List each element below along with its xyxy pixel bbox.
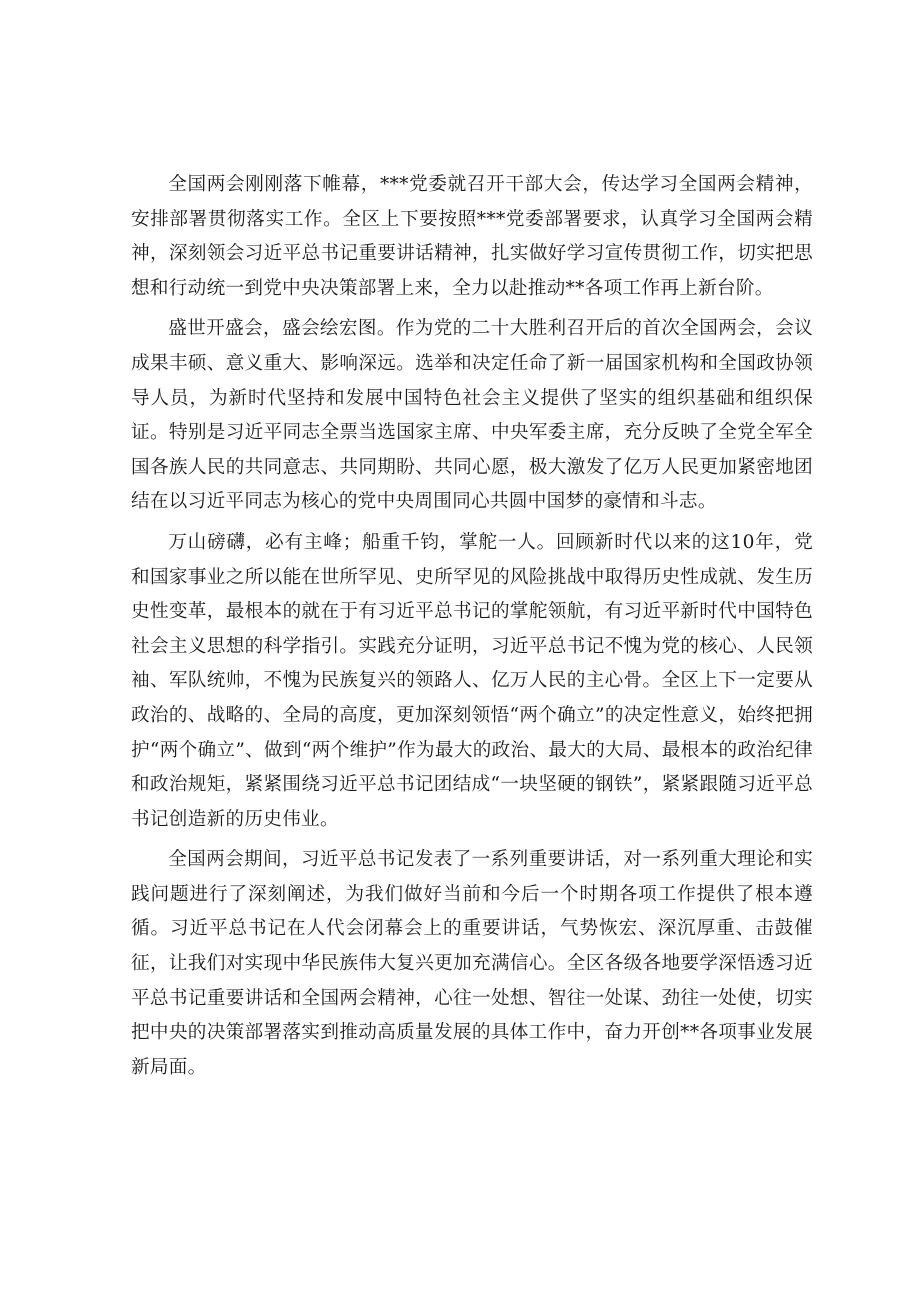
paragraph-4: 全国两会期间，习近平总书记发表了一系列重要讲话，对一系列重大理论和实践问题进行了深刻阐述，为我们做好当前和今后一个时期各项工作提供了根本遵循。习近平总书记在人代会闭幕会上的重要讲话，气势恢宏、深沉厚重、击鼓催征，让我们对实现中华民族伟大复兴更加充满信心。全区各级各地要学深悟透习近平总书记重要讲话和全国两会精神，心往一处想、智往一处谋、劲往一处使，切实把中央的决策部署落实到推动高质量发展的具体工作中，奋力开创**各项事业发展新局面。	[131, 849, 813, 1078]
document-body	[131, 168, 813, 1091]
paragraph-3: 万山磅礴，必有主峰；船重千钧，掌舵一人。回顾新时代以来的这10年，党和国家事业之所以能在世所罕见、史所罕见的风险挑战中取得历史性成就、发生历史性变革，最根本的就在于有习近平总书记的掌舵领航，有习近平新时代中国特色社会主义思想的科学指引。实践充分证明，习近平总书记不愧为党的核心、人民领袖、军队统帅，不愧为民族复兴的领路人、亿万人民的主心骨。全区上下一定要从政治的、战略的、全局的高度，更加深刻领悟“两个确立”的决定性意义，始终把拥护“两个确立”、做到“两个维护”作为最大的政治、最大的大局、最根本的政治纪律和政治规矩，紧紧围绕习近平总书记团结成“一块坚硬的钢铁”，紧紧跟随习近平总书记创造新的历史伟业。	[131, 531, 813, 830]
paragraph-1: 全国两会刚刚落下帷幕，***党委就召开干部大会，传达学习全国两会精神，安排部署贯彻落实工作。全区上下要按照***党委部署要求，认真学习全国两会精神，深刻领会习近平总书记重要讲话精神，扎实做好学习宣传贯彻工作，切实把思想和行动统一到党中央决策部署上来，全力以赴推动**各项工作再上新台阶。	[131, 174, 813, 299]
paragraph-2: 盛世开盛会，盛会绘宏图。作为党的二十大胜利召开后的首次全国两会，会议成果丰硕、意义重大、影响深远。选举和决定任命了新一届国家机构和全国政协领导人员，为新时代坚持和发展中国特色社会主义提供了坚实的组织基础和组织保证。特别是习近平同志全票当选国家主席、中央军委主席，充分反映了全党全军全国各族人民的共同意志、共同期盼、共同心愿，极大激发了亿万人民更加紧密地团结在以习近平同志为核心的党中央周围同心共圆中国梦的豪情和斗志。	[131, 318, 813, 513]
